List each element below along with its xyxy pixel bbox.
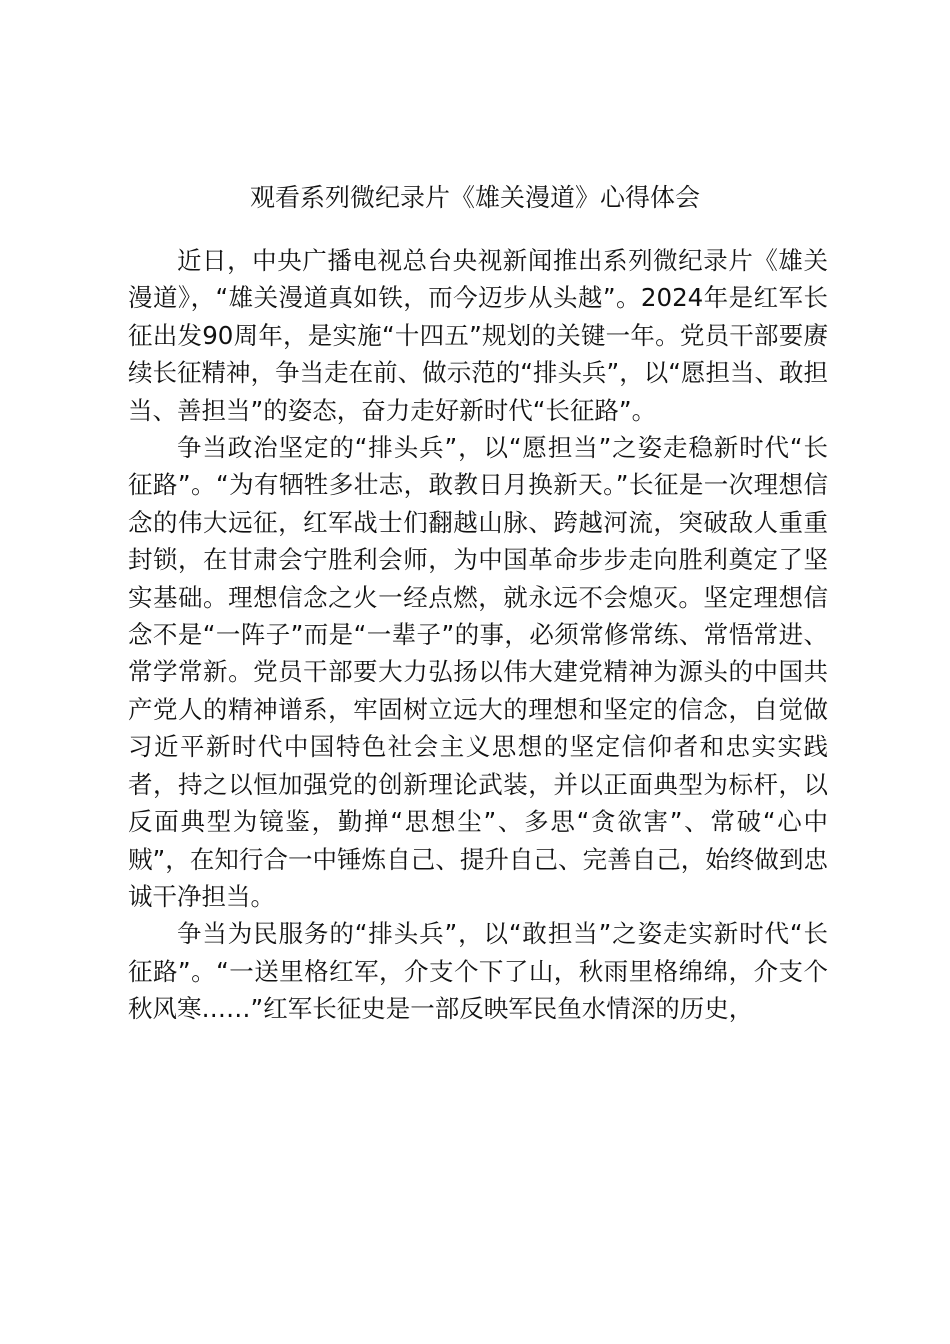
document-body <box>128 242 828 1028</box>
document-title: 观看系列微纪录片《雄关漫道》心得体会 <box>249 183 700 212</box>
paragraph-political-firmness: 争当政治坚定的“排头兵”，以“愿担当”之姿走稳新时代“长征路”。“为有牺牲多壮志，敢教日月换新天。”长征是一次理想信念的伟大远征，红军战士们翻越山脉、跨越河流，突破敌人重重封锁，在甘肃会宁胜利会师，为中国革命步步走向胜利奠定了坚实基础。理想信念之火一经点燃，就永远不会熄灭。坚定理想信念不是“一阵子”而是“一辈子”的事，必须常修常练、常悟常进、常学常新。党员干部要大力弘扬以伟大建党精神为源头的中国共产党人的精神谱系，牢固树立远大的理想和坚定的信念，自觉做习近平新时代中国特色社会主义思想的坚定信仰者和忠实实践者，持之以恒加强党的创新理论武装，并以正面典型为标杆，以反面典型为镜鉴，勤掸“思想尘”、多思“贪欲害”、常破“心中贼”，在知行合一中锤炼自己、提升自己、完善自己，始终做到忠诚干净担当。 <box>128 433 828 911</box>
paragraph-serving-people: 争当为民服务的“排头兵”，以“敢担当”之姿走实新时代“长征路”。“一送里格红军，介支个下了山，秋雨里格绵绵，介支个秋风寒……”红军长征史是一部反映军民鱼水情深的历史， <box>128 919 828 1024</box>
paragraph-intro: 近日，中央广播电视总台央视新闻推出系列微纪录片《雄关漫道》，“雄关漫道真如铁，而今迈步从头越”。2024年是红军长征出发90周年，是实施“十四五”规划的关键一年。党员干部要赓续长征精神，争当走在前、做示范的“排头兵”，以“愿担当、敢担当、善担当”的姿态，奋力走好新时代“长征路”。 <box>128 246 828 425</box>
